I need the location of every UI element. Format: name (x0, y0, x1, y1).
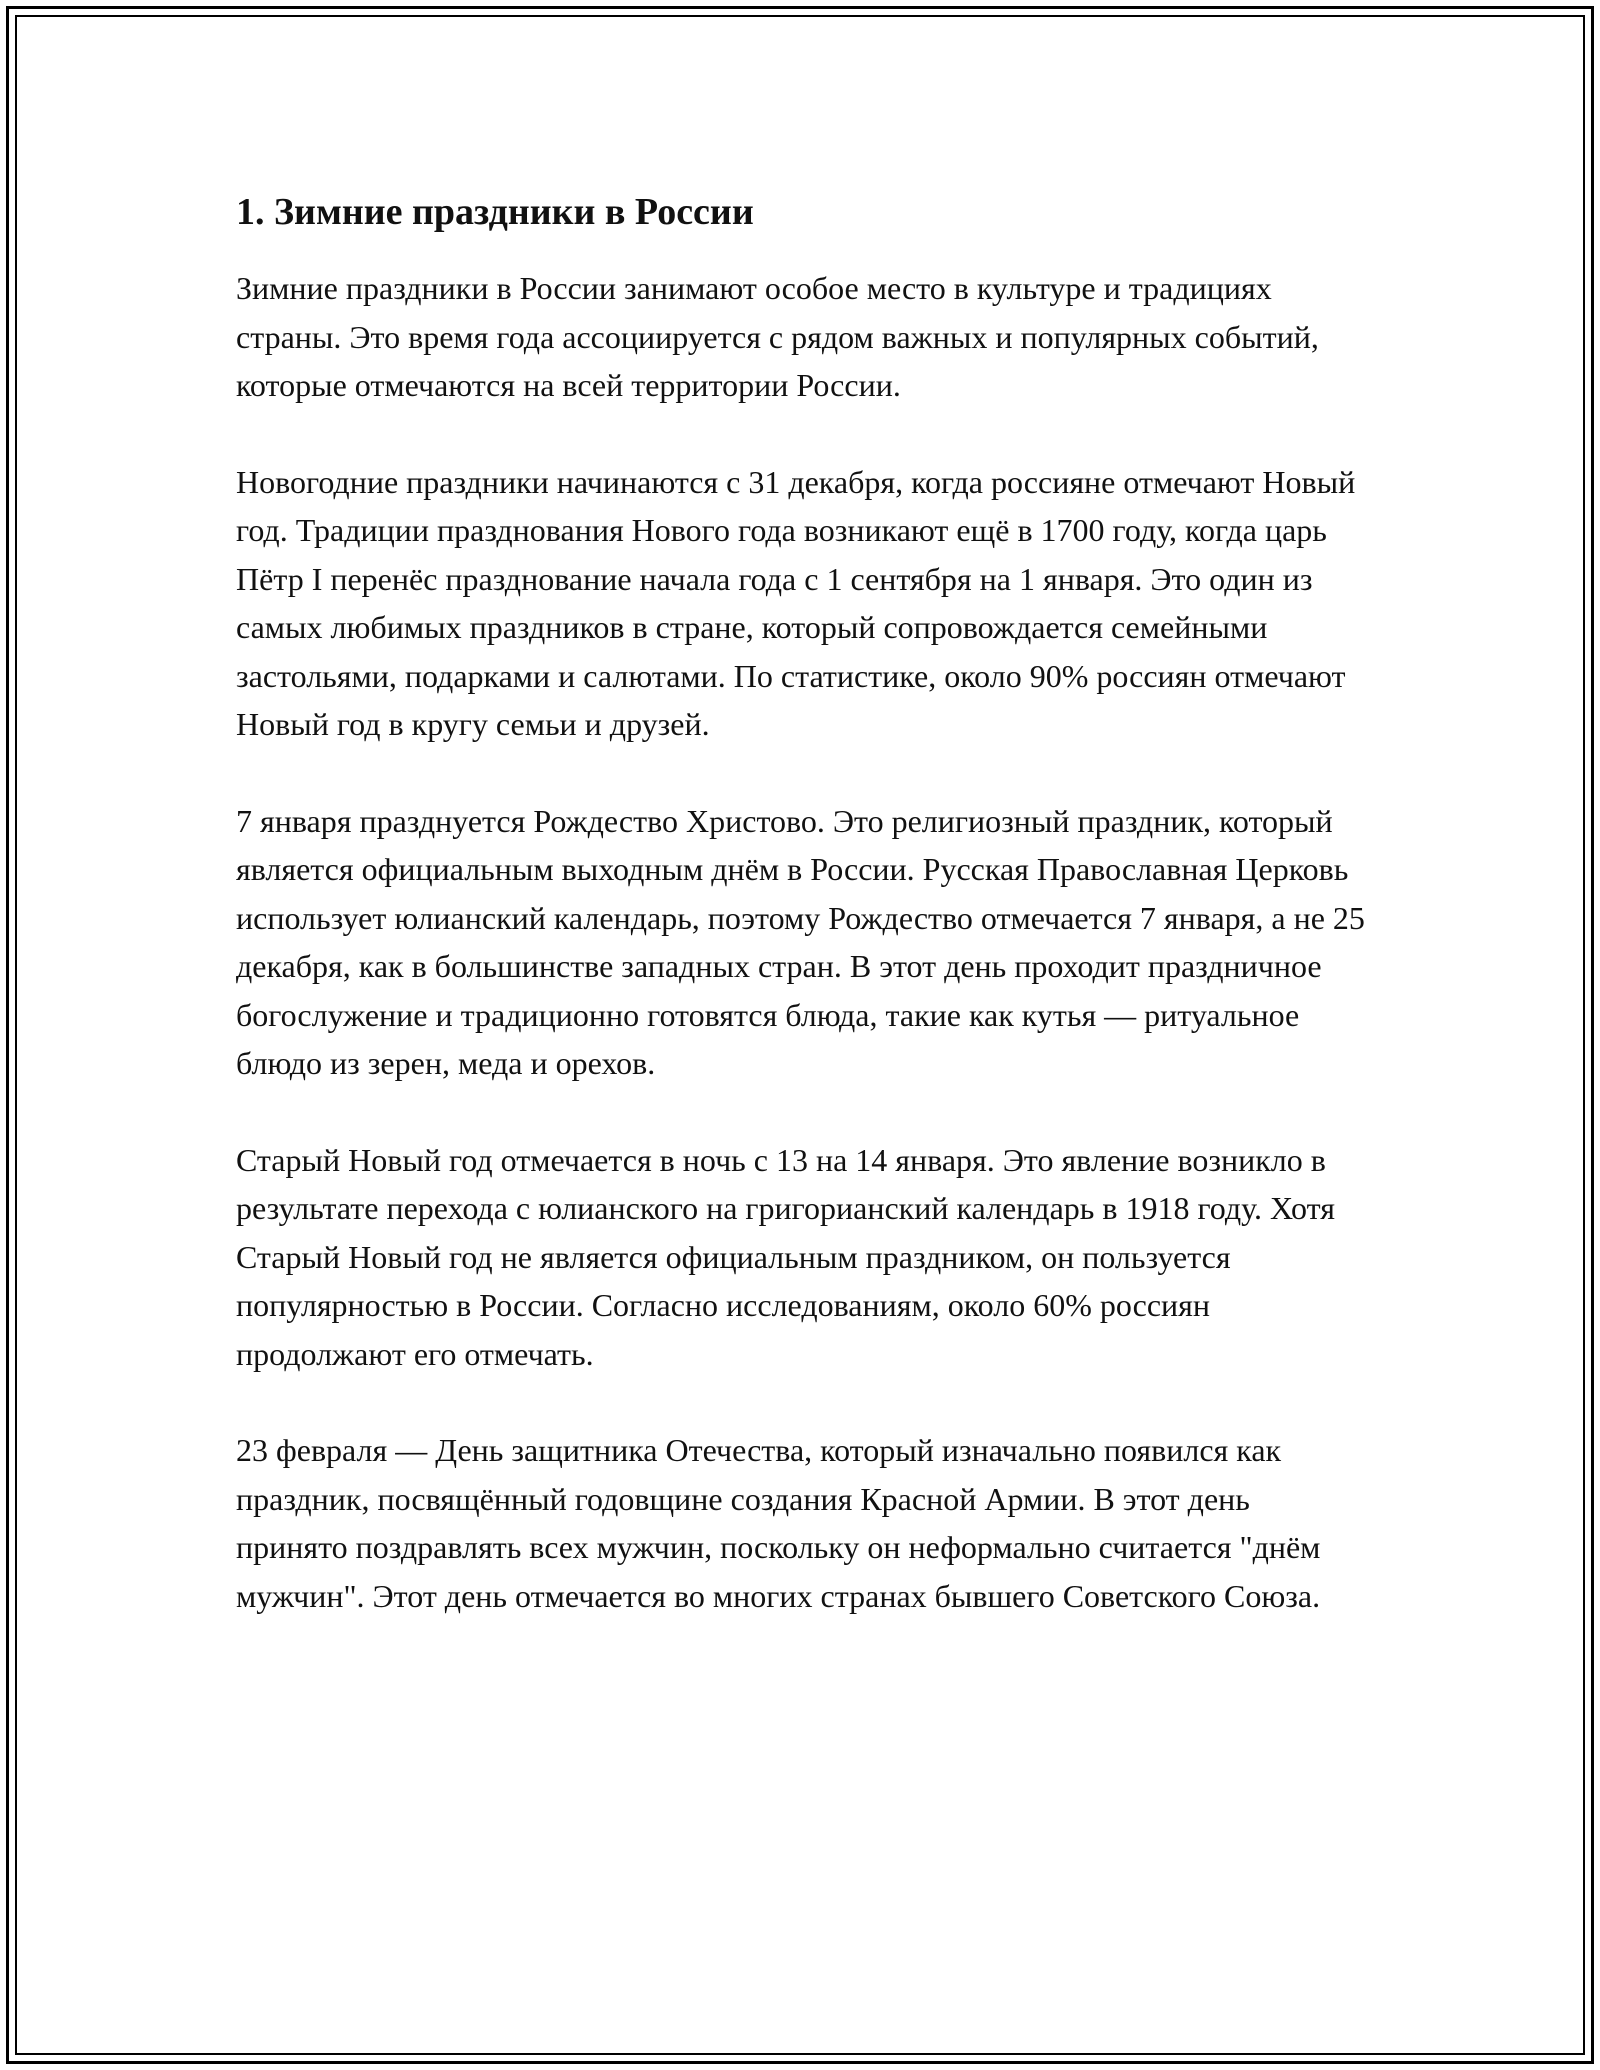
paragraph-intro: Зимние праздники в России занимают особое место в культуре и традициях страны. Это время года ассоциируется с рядом важных и популярных событий, которые отмечаются на всей территории России. (236, 270, 1319, 403)
document-body (236, 186, 1366, 1668)
section-heading: 1. Зимние праздники в России (236, 191, 754, 233)
paragraph-defender-day: 23 февраля — День защитника Отечества, который изначально появился как праздник, посвящённый годовщине создания Красной Армии. В этот день принято поздравлять всех мужчин, поскольку он неформально считается "днём мужчин". Этот день отмечается во многих странах бывшего Советского Союза. (236, 1432, 1321, 1614)
paragraph-christmas: 7 января празднуется Рождество Христово. Это религиозный праздник, который является официальным выходным днём в России. Русская Православная Церковь использует юлианский календарь, поэтому Рождество отмечается 7 января, а не 25 декабря, как в большинстве западных стран. В этот день проходит праздничное богослужение и традиционно готовятся блюда, такие как кутья — ритуальное блюдо из зерен, меда и орехов. (236, 802, 1365, 1081)
paragraph-new-year: Новогодние праздники начинаются с 31 декабря, когда россияне отмечают Новый год. Традиции празднования Нового года возникают ещё в 1700 году, когда царь Пётр I перенёс празднование начала года с 1 сентября на 1 января. Это один из самых любимых праздников в стране, который сопровождается семейными застольями, подарками и салютами. По статистике, около 90% россиян отмечают Новый год в кругу семьи и друзей. (236, 463, 1356, 742)
paragraph-old-new-year: Старый Новый год отмечается в ночь с 13 на 14 января. Это явление возникло в результате перехода с юлианского на григорианский календарь в 1918 году. Хотя Старый Новый год не является официальным праздником, он пользуется популярностью в России. Согласно исследованиям, около 60% россиян продолжают его отмечать. (236, 1141, 1335, 1372)
